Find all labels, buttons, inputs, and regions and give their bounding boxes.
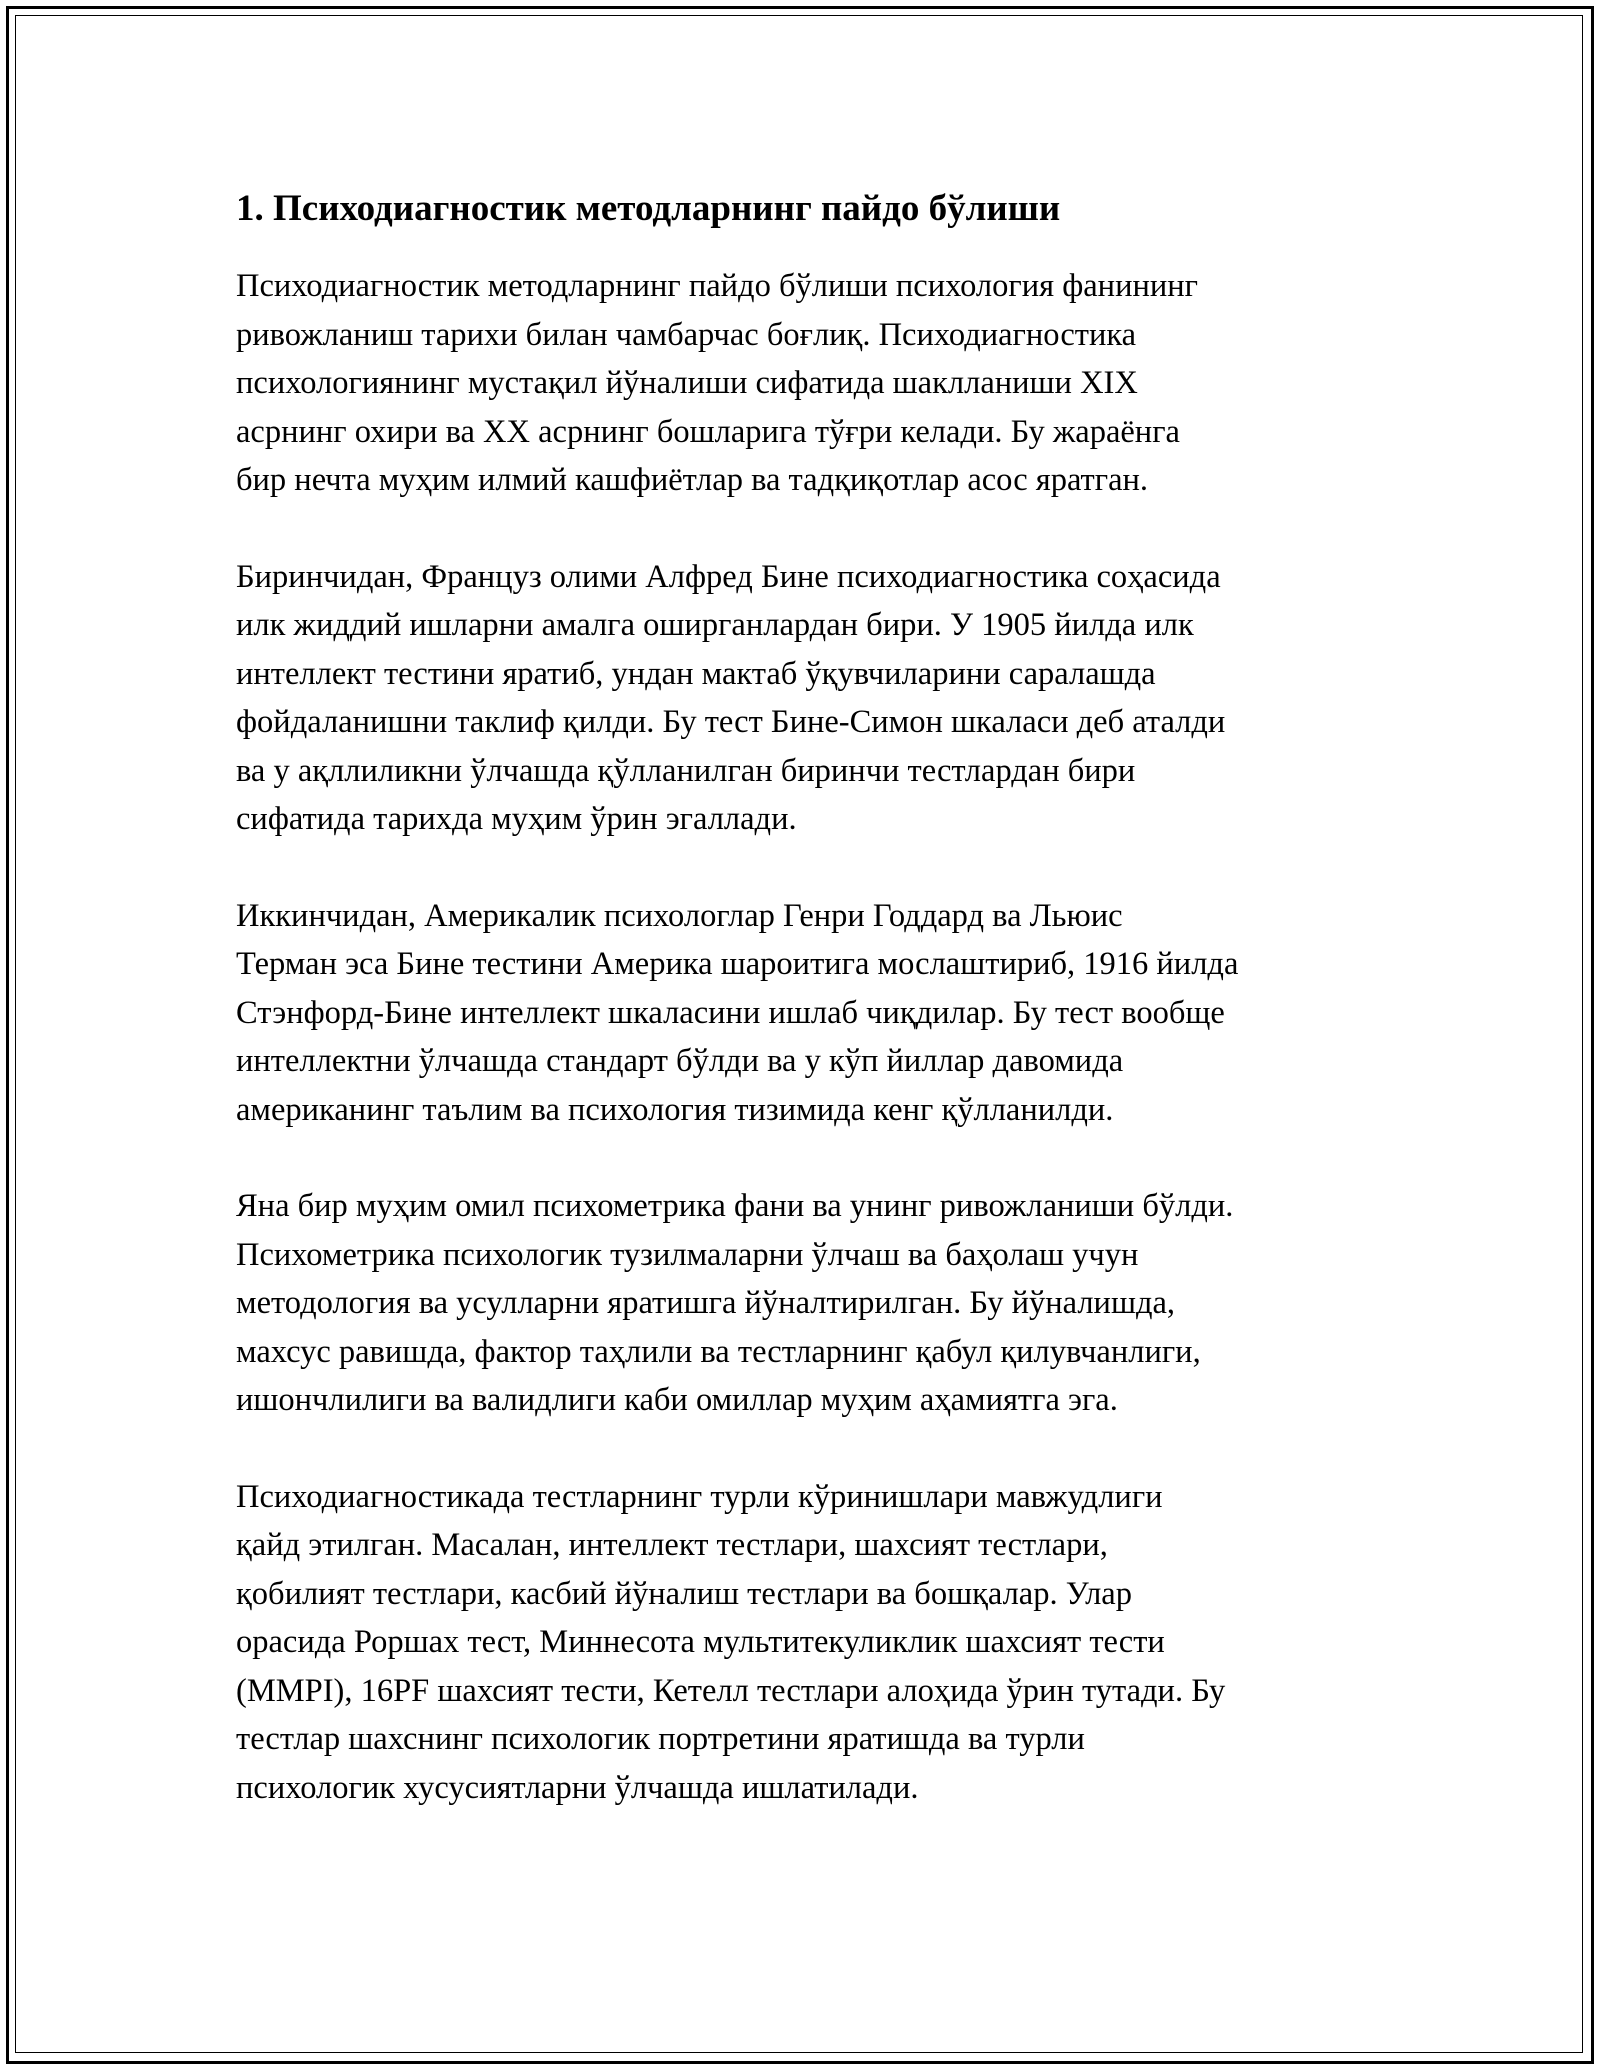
paragraph-test-types: Психодиагностикада тестларнинг турли кўринишлари мавжудлиги қайд этилган. Масалан, интеллект тестлари, шахсият тестлари, қобилият тестлари, касбий йўналиш тестлари ва бошқалар. Улар орасида Роршах тест, Миннесота мультитекуликлик шахсият тести (MMPI), 16PF шахсият тести, Кетелл тестлари алоҳида ўрин тутади. Бу тестлар шахснинг психологик портретини яратишда ва турли психологик хусусиятларни ўлчашда ишлатилади. — [236, 1478, 1226, 1806]
paragraph-psychometrics: Яна бир муҳим омил психометрика фани ва унинг ривожланиши бўлди. Психометрика психологик тузилмаларни ўлчаш ва баҳолаш учун методология ва усулларни яратишга йўналтирилган. Бу йўналишда, махсус равишда, фактор таҳлили ва тестларнинг қабул қилувчанлиги, ишончлилиги ва валидлиги каби омиллар муҳим аҳамиятга эга. — [236, 1188, 1234, 1419]
document-body — [236, 186, 1376, 1812]
paragraph-stanford-binet: Иккинчидан, Америкалик психологлар Генри Годдард ва Льюис Терман эса Бине тестини Америка шароитига мослаштириб, 1916 йилда Стэнфорд-Бине интеллект шкаласини ишлаб чиқдилар. Бу тест вообще интеллектни ўлчашда стандарт бўлди ва у кўп йиллар давомида американинг таълим ва психология тизимида кенг қўлланилди. — [236, 897, 1239, 1128]
section-heading: 1. Психодиагностик методларнинг пайдо бўлиши — [236, 188, 1061, 229]
paragraph-binet: Биринчидан, Француз олими Алфред Бине психодиагностика соҳасида илк жиддий ишларни амалга оширганлардан бири. У 1905 йилда илк интеллект тестини яратиб, ундан мактаб ўқувчиларини саралашда фойдаланишни таклиф қилди. Бу тест Бине-Симон шкаласи деб аталди ва у ақллиликни ўлчашда қўлланилган биринчи тестлардан бири сифатида тарихда муҳим ўрин эгаллади. — [236, 558, 1226, 838]
paragraph-intro: Психодиагностик методларнинг пайдо бўлиши психология фанининг ривожланиш тарихи билан чамбарчас боғлиқ. Психодиагностика психологиянинг мустақил йўналиши сифатида шаклланиши XIX асрнинг охири ва XX асрнинг бошларига тўғри келади. Бу жараёнга бир нечта муҳим илмий кашфиётлар ва тадқиқотлар асос яратган. — [236, 268, 1198, 499]
